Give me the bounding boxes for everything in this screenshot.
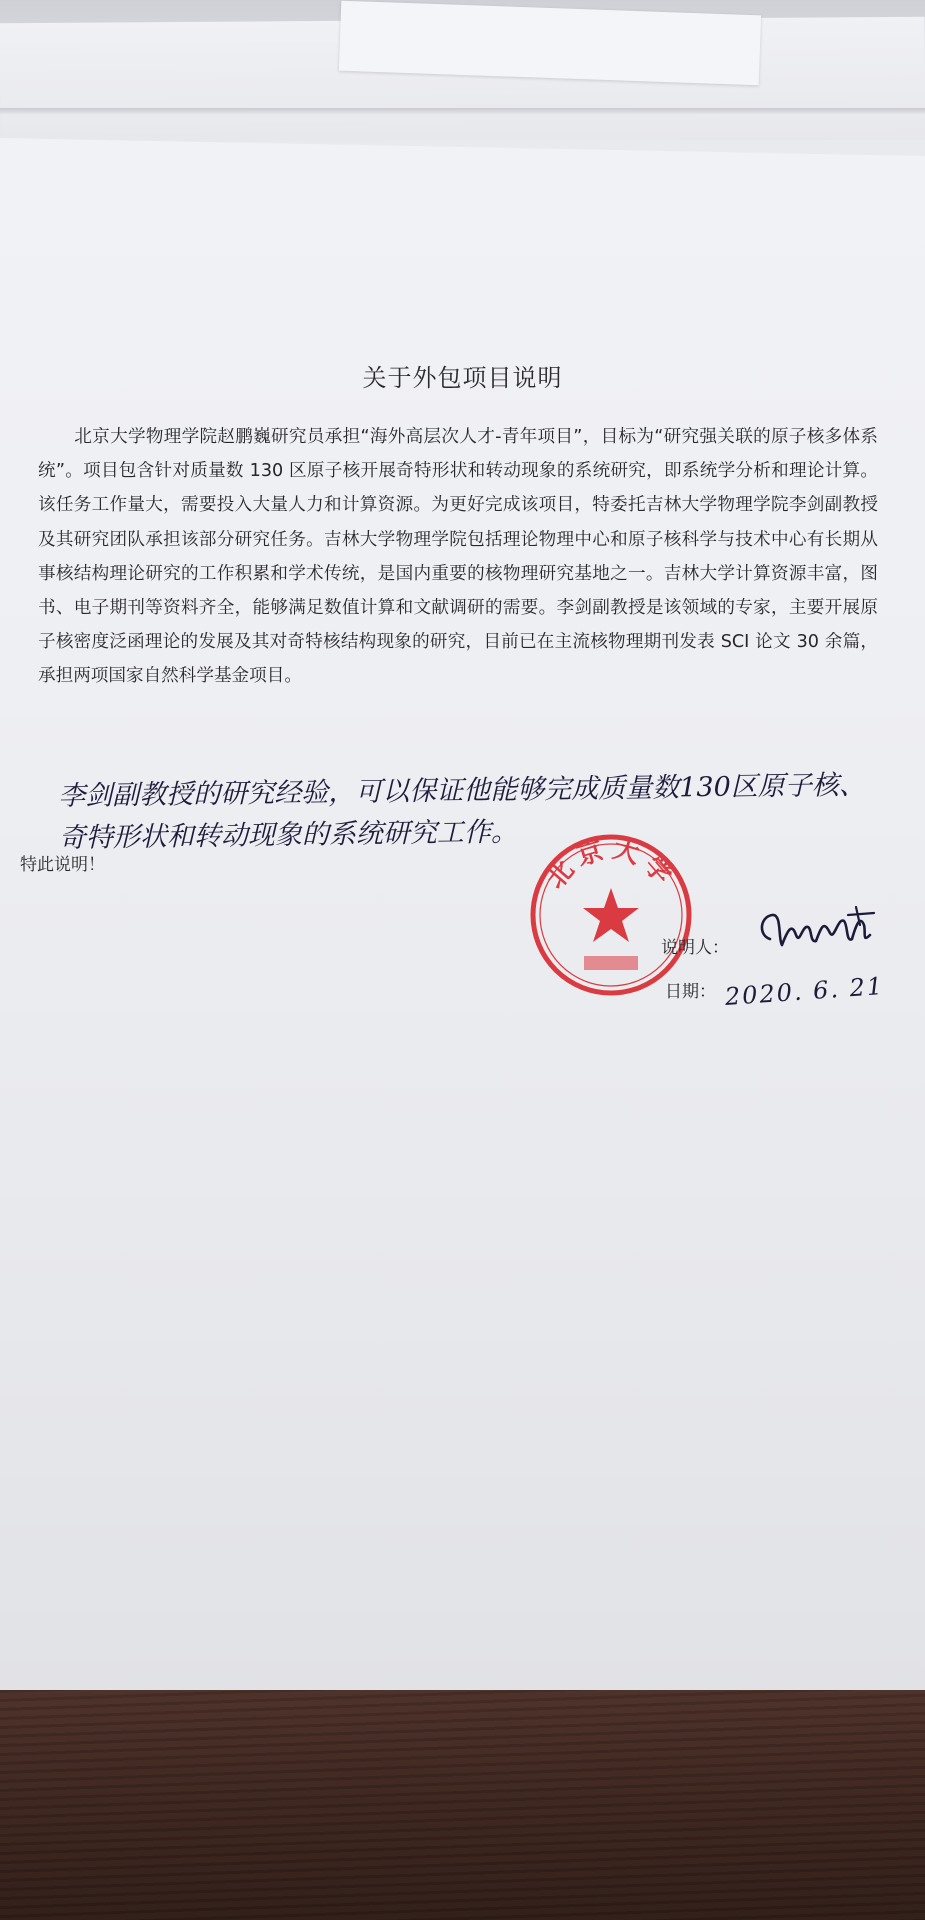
wooden-table (0, 1690, 925, 1920)
seal-text: 北京大学 (540, 834, 682, 895)
svg-text:北京大学 (541, 833, 682, 894)
official-seal (526, 830, 696, 1000)
handwritten-signature (752, 895, 882, 965)
seal-star-icon (583, 888, 639, 942)
signer-label: 说明人： (661, 938, 729, 958)
handwritten-note (58, 764, 919, 860)
document-body-text: 北京大学物理学院赵鹏巍研究员承担“海外高层次人才-青年项目”，目标为“研究强关联的原子核多体系统”。项目包含针对质量数 130 区原子核开展奇特形状和转动现象的系统研究，即系统学分析和理论计算。该任务工作量大，需要投入大量人力和计算资源。为更好完成该项目，特委托吉林大学物理学院李剑副教授及其研究团队承担该部分研究任务。吉林大学物理学院包括理论物理中心和原子核科学与技术中心有长期从事核结构理论研究的工作积累和学术传统，是国内重要的核物理研究基地之一。吉林大学计算资源丰富，图书、电子期刊等资料齐全，能够满足数值计算和文献调研的需要。李剑副教授是该领域的专家，主要开展原子核密度泛函理论的发展及其对奇特核结构现象的研究，目前已在主流核物理期刊发表 SCI 论文 30 余篇，承担两项国家自然科学基金项目。 (38, 427, 878, 687)
background-sheet-corner (339, 1, 761, 86)
handwritten-note-line: 奇特形状和转动现象的系统研究工作。 (58, 816, 519, 854)
handwritten-note-line: 李剑副教授的研究经验，可以保证他能够完成质量数130区原子核、 (58, 769, 866, 812)
document-title: 关于外包项目说明 (362, 364, 563, 392)
background-edge (0, 108, 925, 114)
closing-statement: 特此说明！ (20, 855, 105, 875)
date-value: 2020. 6. 21 (724, 971, 885, 1011)
date-label: 日期： (665, 982, 716, 1002)
document-body (38, 420, 878, 694)
